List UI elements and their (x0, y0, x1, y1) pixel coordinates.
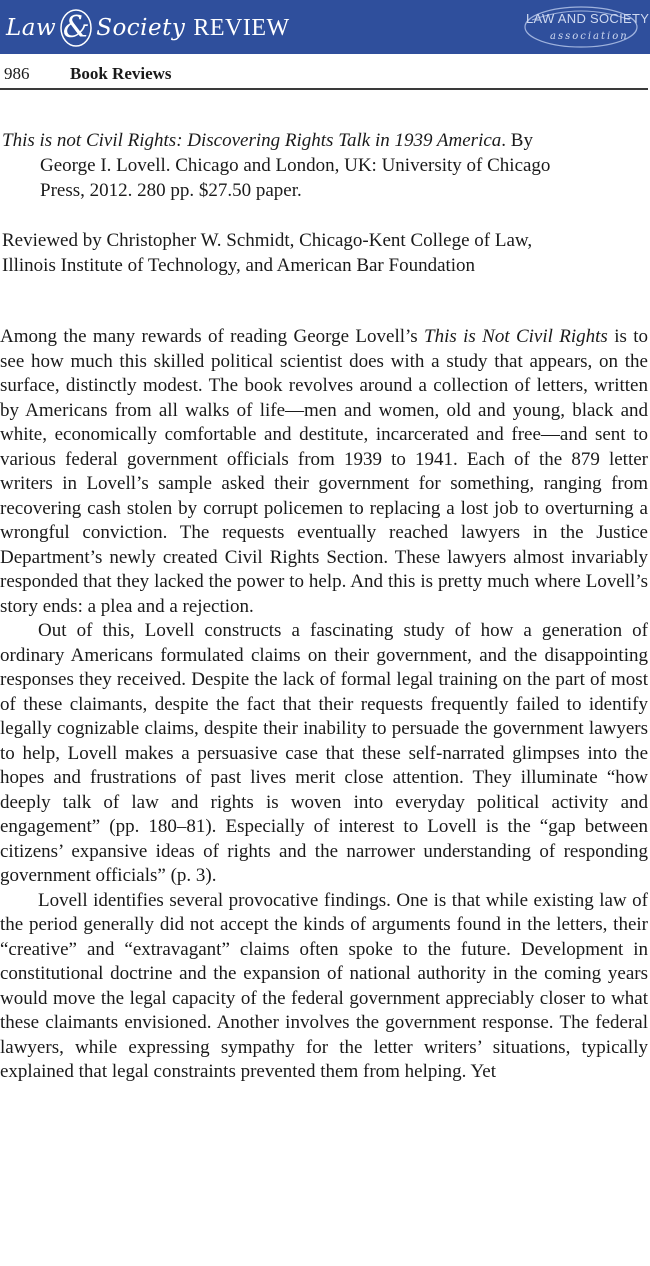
journal-logo (6, 6, 290, 50)
ampersand-emblem-icon (58, 8, 94, 48)
journal-banner (0, 0, 650, 54)
citation-details: Press, 2012. 280 pp. $27.50 paper. (40, 180, 302, 201)
paragraph-1-start: Among the many rewards of reading George Lovell’s (0, 326, 425, 347)
reviewer-line-1: Reviewed by Christopher W. Schmidt, Chicago-Kent College of Law, (2, 230, 533, 251)
reviewer-credit (2, 228, 648, 278)
review-body (0, 325, 648, 1085)
association-name: LAW AND SOCIETY (526, 11, 650, 26)
paragraph-1-book-title: This is Not Civil Rights (424, 326, 608, 347)
citation-publisher: George I. Lovell. Chicago and London, UK: University of Chicago (40, 155, 551, 176)
association-logo (522, 4, 650, 50)
journal-name-law: Law (6, 15, 57, 41)
book-citation (2, 128, 648, 203)
paragraph-3: Lovell identifies several provocative findings. One is that while existing law of the period generally did not accept the kinds of arguments found in the letters, their “creative” and “extravagant” claims often spoke to the future. Development in constitutional doctrine and the expansion of national authority in the coming years would move the legal capacity of the federal government appreciably closer to what these claimants envisioned. Another involves the government response. The federal lawyers, while expressing sympathy for the letter writers’ situations, typically explained that legal constraints prevented them from helping. Yet (0, 889, 648, 1082)
paragraph-2: Out of this, Lovell constructs a fascinating study of how a generation of ordinary Americans formulated claims on their government, and the disappointing responses they received. Despite the lack of formal legal training on the part of most of these claimants, despite the fact that their requests frequently failed to identify legally cognizable claims, despite their inability to persuade the government lawyers to help, Lovell makes a persuasive case that these self-narrated glimpses into the hopes and frustrations of past lives merit close attention. They illuminate “how deeply talk of law and rights is woven into everyday political activity and engagement” (pp. 180–81). Especially of interest to Lovell is the “gap between citizens’ expansive ideas of rights and the narrower understanding of responding government officials” (p. 3). (0, 620, 648, 886)
section-title: Book Reviews (70, 64, 172, 83)
header-rule (0, 88, 648, 90)
book-title: This is not Civil Rights: Discovering Rights Talk in 1939 America (2, 130, 502, 151)
paragraph-1 (0, 325, 648, 619)
paragraph-1-rest: is to see how much this skilled political scientist does with a study that appears, on the surface, distinctly modest. The book revolves around a collection of letters, written by Americans from all walks of life—men and women, old and young, black and white, economically comfortable and destitute, incarcerated and free—and sent to various federal government officials from 1939 to 1941. Each of the 879 letter writers in Lovell’s sample asked their government for something, ranging from recovering cash stolen by corrupt policemen to replacing a lost job to overturning a wrongful conviction. The requests eventually reached lawyers in the Justice Department’s newly created Civil Rights Section. These lawyers almost invariably responded that they lacked the power to help. And this is pretty much where Lovell’s story ends: a plea and a rejection. (0, 326, 649, 617)
journal-name-society: Society (96, 15, 186, 41)
running-header (0, 62, 648, 86)
citation-by: . By (501, 130, 533, 151)
association-subtitle: association (550, 31, 629, 42)
page-number: 986 (4, 64, 30, 83)
reviewer-line-2: Illinois Institute of Technology, and American Bar Foundation (2, 255, 476, 276)
journal-name-review: REVIEW (193, 14, 290, 41)
journal-ampersand: & (62, 10, 90, 45)
